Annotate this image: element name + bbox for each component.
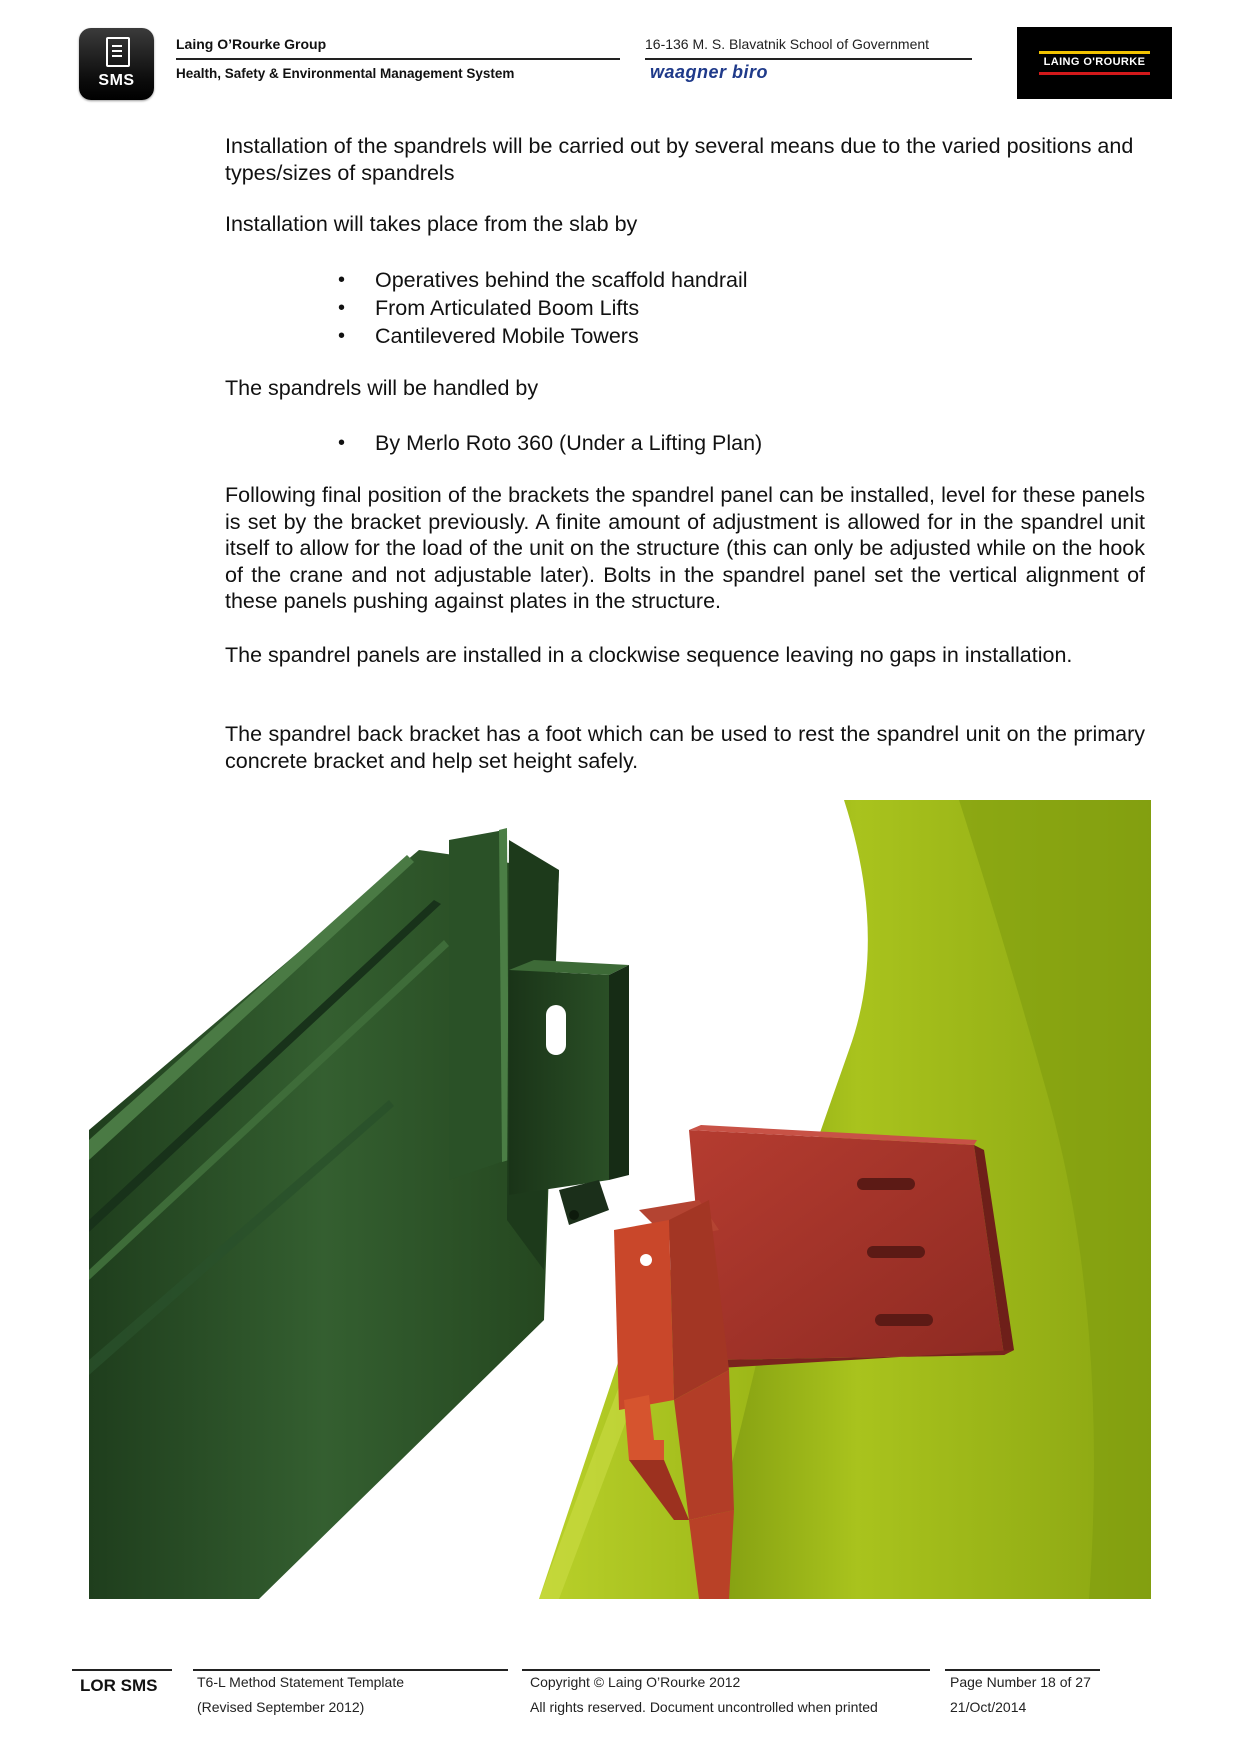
sms-logo [79, 28, 154, 100]
intro-paragraph: Installation of the spandrels will be carried out by several means due to the varied positions and types/sizes of spandrels [225, 134, 1134, 185]
list-item: • From Articulated Boom Lifts [338, 294, 748, 322]
handling-method-list [338, 429, 762, 457]
footer-copyright: Copyright © Laing O’Rourke 2012 [530, 1674, 741, 1690]
list-item: • Cantilevered Mobile Towers [338, 322, 748, 350]
document-icon [106, 37, 130, 67]
sequence-paragraph: The spandrel panels are installed in a clockwise sequence leaving no gaps in installation. [225, 643, 1073, 667]
bracket-paragraph: The spandrel back bracket has a foot which can be used to rest the spandrel unit on the primary concrete bracket and help set height safely. [225, 722, 1145, 773]
header-divider-left [176, 58, 620, 60]
list-item: • By Merlo Roto 360 (Under a Lifting Plan) [338, 429, 762, 457]
sms-logo-label: SMS [98, 72, 135, 89]
position-paragraph: Following final position of the brackets the spandrel panel can be installed, level for these panels is set by the bracket previously. A finite amount of adjustment is allowed for in the spandrel unit itself to allow for the load of the unit on the structure (this can only be adjusted while on the hook of the crane and not adjustable later). Bolts in the spandrel panel set the vertical alignment of these panels pushing against plates in the structure. [225, 483, 1145, 613]
slab-heading: Installation will takes place from the slab by [225, 212, 638, 236]
slab-method-list [338, 266, 748, 350]
render-drawing [89, 800, 1151, 1599]
project-title: 16-136 M. S. Blavatnik School of Government [645, 36, 930, 52]
footer-divider-1 [72, 1669, 172, 1671]
footer-template: T6-L Method Statement Template [197, 1674, 404, 1690]
footer-date: 21/Oct/2014 [950, 1699, 1027, 1715]
list-item: • Operatives behind the scaffold handrail [338, 266, 748, 294]
waagner-biro-logo: waagner biro [650, 62, 769, 82]
footer-page-number: Page Number 18 of 27 [950, 1674, 1091, 1690]
footer-rights: All rights reserved. Document uncontrolled when printed [530, 1699, 878, 1715]
handled-heading: The spandrels will be handled by [225, 376, 539, 400]
footer-divider-4 [945, 1669, 1100, 1671]
footer-brand: LOR SMS [80, 1676, 158, 1695]
header-divider-right [645, 58, 972, 60]
footer-revised: (Revised September 2012) [197, 1699, 365, 1715]
footer-divider-2 [193, 1669, 508, 1671]
laing-orourke-logo-text: LAING O'ROURKE [1043, 56, 1146, 68]
footer-divider-3 [522, 1669, 930, 1671]
system-name: Health, Safety & Environmental Management System [176, 66, 515, 81]
spandrel-bracket-render [89, 800, 1151, 1599]
company-name: Laing O’Rourke Group [176, 36, 327, 52]
laing-orourke-logo [1017, 27, 1172, 99]
